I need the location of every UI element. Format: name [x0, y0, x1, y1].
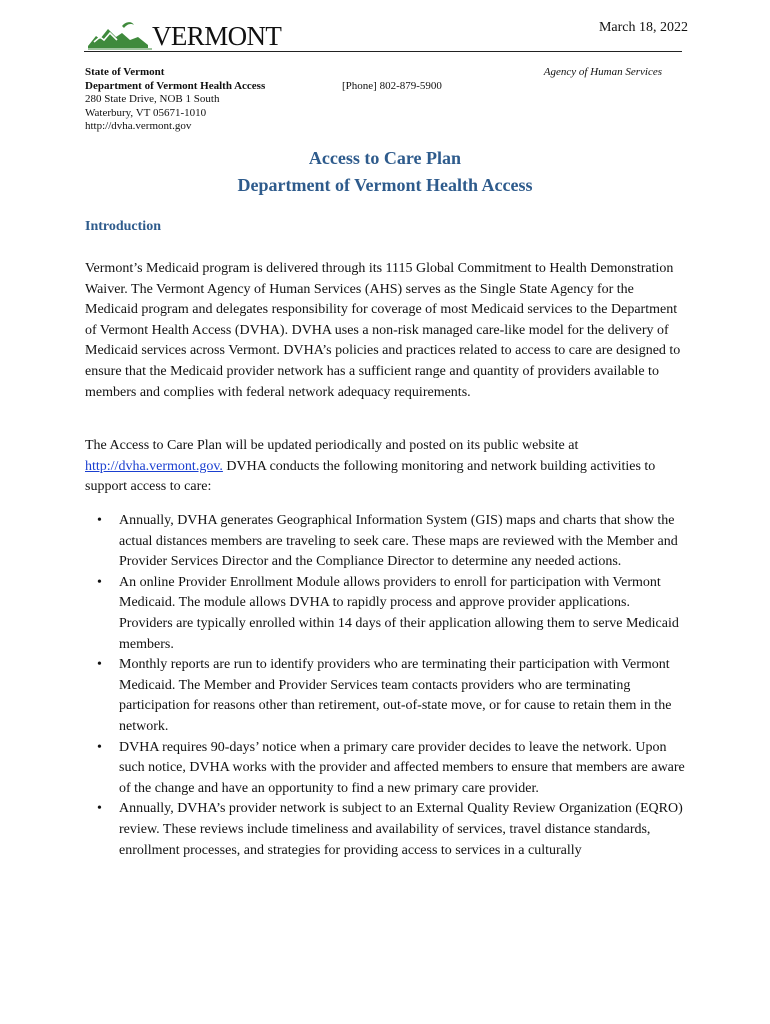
address-block	[85, 66, 265, 134]
list-item-text: DVHA requires 90-days’ notice when a primary care provider decides to leave the network. Upon such notice, DVHA works with the provider and affected members to ensure that members are aware of the change and have an opportunity to find a new primary care provider.	[119, 739, 685, 796]
address-state: State of Vermont	[85, 66, 165, 78]
agency-name: Agency of Human Services	[543, 66, 662, 78]
address-website[interactable]: http://dvha.vermont.gov	[85, 120, 192, 133]
list-item	[85, 738, 685, 800]
bullet-icon: •	[97, 513, 102, 528]
bullet-icon: •	[97, 657, 102, 673]
list-item-text: Monthly reports are run to identify providers who are terminating their participation with Vermont Medicaid. The Member and Provider Services team contacts providers who are terminating participation for reasons other than retirement, out-of-state move, or for cause to retain them in the network.	[119, 657, 672, 734]
document-date: March 18, 2022	[598, 20, 688, 35]
intro-paragraph: Vermont’s Medicaid program is delivered through its 1115 Global Commitment to Health Demonstration Waiver. The Vermont Agency of Human Services (AHS) serves as the Single State Agency for the Medicaid program and delegates responsibility for coverage of most Medicaid services to the Department of Vermont Health Access (DVHA). DVHA uses a non-risk managed care-like model for the delivery of Medicaid services across Vermont. DVHA’s policies and practices related to access to care are designed to ensure that the Medicaid provider network has a sufficient range and quantity of providers available to members and complies with federal network adequacy requirements.	[85, 261, 681, 400]
update-paragraph-text-end: DVHA conducts the following monitoring and network building activities to support access to care:	[85, 458, 656, 495]
activities-list	[85, 511, 685, 861]
bullet-icon: •	[97, 801, 102, 817]
update-paragraph	[85, 436, 685, 498]
document-subtitle: Department of Vermont Health Access	[237, 175, 533, 195]
list-item	[85, 511, 685, 573]
bullet-icon: •	[97, 739, 102, 755]
list-item-text: Annually, DVHA’s provider network is subject to an External Quality Review Organization (EQRO) review. These reviews include timeliness and availability of services, travel distance standards, enrollment processes, and strategies for providing access to services in a culturally	[119, 801, 683, 858]
document-title: Access to Care Plan	[308, 148, 462, 168]
list-item	[85, 799, 685, 861]
bullet-icon: •	[97, 574, 102, 590]
list-item-text: An online Provider Enrollment Module allows providers to enroll for participation with Vermont Medicaid. The module allows DVHA to rapidly process and approve provider applications. Providers are typically enrolled within 14 days of their application allowing them to serve Medicaid members.	[119, 574, 679, 652]
logo-wordmark: VERMONT	[152, 21, 282, 51]
section-heading: Introduction	[85, 219, 161, 234]
vermont-logo	[86, 18, 282, 52]
list-item	[85, 573, 685, 655]
address-department: Department of Vermont Health Access	[85, 79, 266, 92]
mountain-logo-icon	[86, 18, 156, 52]
update-paragraph-text: The Access to Care Plan will be updated periodically and posted on its public website at	[85, 438, 579, 453]
list-item	[85, 655, 685, 737]
dvha-website-link[interactable]: http://dvha.vermont.gov.	[85, 458, 223, 474]
phone-number: [Phone] 802-879-5900	[342, 80, 442, 92]
address-street: 280 State Drive, NOB 1 South	[85, 93, 220, 106]
header-divider	[84, 51, 682, 52]
address-city: Waterbury, VT 05671-1010	[85, 106, 207, 119]
list-item-text: Annually, DVHA generates Geographical Information System (GIS) maps and charts that show the actual distances members are traveling to seek care. These maps are reviewed with the Member and Provider Services Director and the Compliance Director to determine any needed actions.	[119, 513, 678, 570]
